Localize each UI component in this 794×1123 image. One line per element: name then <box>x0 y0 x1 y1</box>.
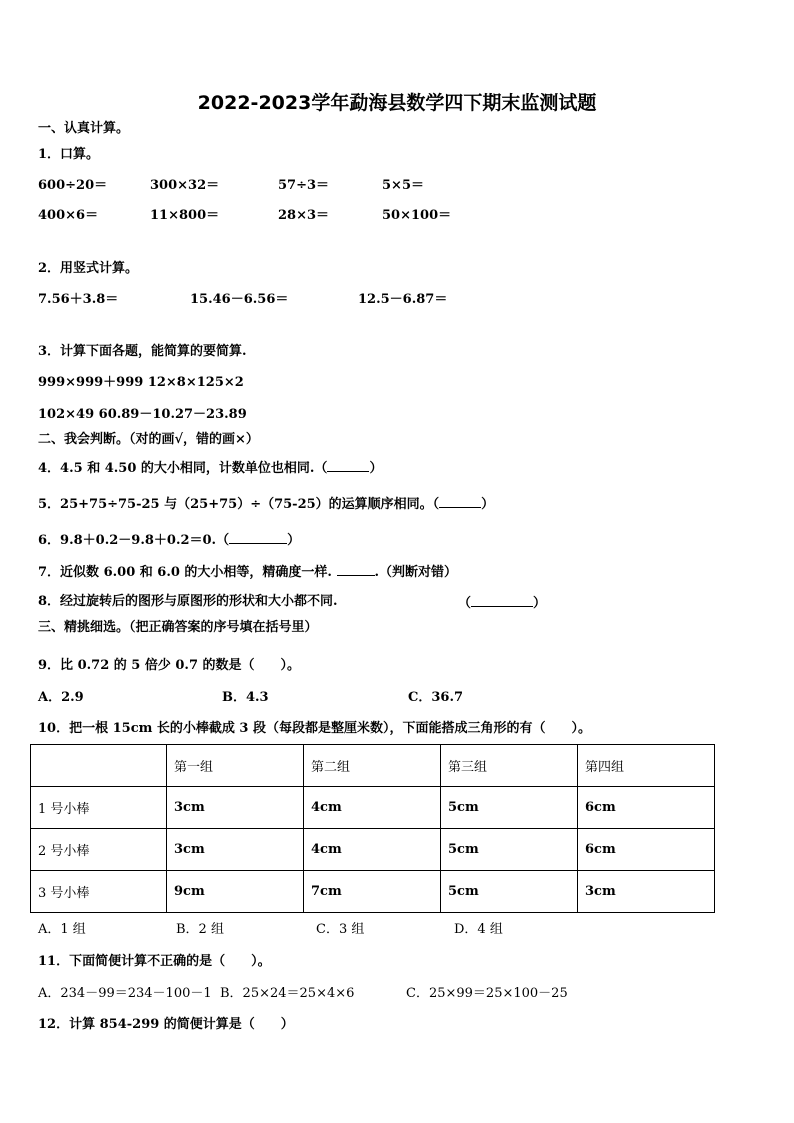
question-7-close: .（判断对错） <box>374 565 458 580</box>
row-label-cell: 1 号小棒 <box>31 787 167 829</box>
question-11-text: 11．下面简便计算不正确的是（ ）。 <box>38 954 271 969</box>
table-row <box>31 787 715 829</box>
question-6-close: ） <box>287 533 301 548</box>
table-header-cell: 第二组 <box>304 745 441 787</box>
question-1-label: 1．口算。 <box>38 147 100 162</box>
question-8-close: ） <box>533 596 547 611</box>
table-row <box>31 871 715 913</box>
oral-calc-item: 28×3＝ <box>278 208 330 223</box>
table-header-cell: 第三组 <box>441 745 578 787</box>
table-cell: 5cm <box>441 829 578 871</box>
option-a[interactable]: A．234－99＝234－100－1 <box>38 986 212 1001</box>
table-cell: 4cm <box>304 829 441 871</box>
stick-groups-table <box>30 744 715 913</box>
question-7-text: 7．近似数 6.00 和 6.0 的大小相等，精确度一样. <box>38 565 332 580</box>
table-header-row <box>31 745 715 787</box>
oral-calc-item: 600÷20＝ <box>38 178 108 193</box>
table-cell: 5cm <box>441 787 578 829</box>
table-cell: 6cm <box>578 787 715 829</box>
section-3-heading: 三、精挑细选。（把正确答案的序号填在括号里） <box>38 620 318 635</box>
section-1-heading: 一、认真计算。 <box>38 121 130 136</box>
oral-calc-item: 300×32＝ <box>150 178 220 193</box>
question-8-open: （ <box>458 596 472 611</box>
vertical-calc-item: 7.56＋3.8＝ <box>38 292 119 307</box>
table-cell: 3cm <box>578 871 715 913</box>
option-b[interactable]: B．2 组 <box>176 922 224 937</box>
option-a[interactable]: A．1 组 <box>38 922 86 937</box>
table-header-cell <box>31 745 167 787</box>
vertical-calc-item: 15.46－6.56＝ <box>190 292 289 307</box>
question-10-text: 10．把一根 15cm 长的小棒截成 3 段（每段都是整厘米数），下面能搭成三角形的有（ ）。 <box>38 721 592 736</box>
table-row <box>31 829 715 871</box>
answer-blank[interactable] <box>337 562 375 576</box>
option-a[interactable]: A．2.9 <box>38 690 84 705</box>
answer-blank[interactable] <box>229 530 287 544</box>
question-7 <box>38 562 457 582</box>
question-3-line-1: 999×999＋999 12×8×125×2 <box>38 375 244 390</box>
table-header-cell: 第四组 <box>578 745 715 787</box>
question-5-text: 5．25+75÷75-25 与（25+75）÷（75-25）的运算顺序相同。（ <box>38 497 440 512</box>
answer-blank[interactable] <box>327 458 369 472</box>
question-9-text: 9．比 0.72 的 5 倍少 0.7 的数是（ ）。 <box>38 658 301 673</box>
oral-calc-item: 11×800＝ <box>150 208 220 223</box>
table-cell: 3cm <box>167 787 304 829</box>
table-header-cell: 第一组 <box>167 745 304 787</box>
question-3-label: 3．计算下面各题，能简算的要简算. <box>38 344 247 359</box>
question-4-text: 4．4.5 和 4.50 的大小相同，计数单位也相同.（ <box>38 461 328 476</box>
option-d[interactable]: D．4 组 <box>454 922 503 937</box>
answer-blank[interactable] <box>471 593 533 607</box>
oral-calc-item: 5×5＝ <box>382 178 424 193</box>
table-cell: 6cm <box>578 829 715 871</box>
question-8-text: 8．经过旋转后的图形与原图形的形状和大小都不同. <box>38 594 338 609</box>
question-3-line-2: 102×49 60.89－10.27－23.89 <box>38 407 247 422</box>
row-label-cell: 3 号小棒 <box>31 871 167 913</box>
table-cell: 9cm <box>167 871 304 913</box>
question-6 <box>38 530 300 550</box>
question-12-text: 12．计算 854-299 的简便计算是（ ） <box>38 1017 294 1032</box>
question-5-close: ） <box>481 497 495 512</box>
page-title: 2022-2023学年勐海县数学四下期末监测试题 <box>197 92 597 114</box>
question-2-label: 2．用竖式计算。 <box>38 261 139 276</box>
row-label-cell: 2 号小棒 <box>31 829 167 871</box>
question-5 <box>38 494 494 514</box>
option-c[interactable]: C．36.7 <box>408 690 464 705</box>
table-cell: 3cm <box>167 829 304 871</box>
option-b[interactable]: B．25×24＝25×4×6 <box>220 986 355 1001</box>
oral-calc-item: 57÷3＝ <box>278 178 330 193</box>
oral-calc-item: 50×100＝ <box>382 208 452 223</box>
question-8-answer <box>458 593 546 613</box>
option-b[interactable]: B．4.3 <box>222 690 269 705</box>
section-2-heading: 二、我会判断。（对的画√，错的画×） <box>38 432 259 447</box>
option-c[interactable]: C．3 组 <box>316 922 365 937</box>
question-4-close: ） <box>369 461 383 476</box>
vertical-calc-item: 12.5－6.87＝ <box>358 292 448 307</box>
question-6-text: 6．9.8＋0.2－9.8＋0.2＝0.（ <box>38 533 230 548</box>
question-4 <box>38 458 382 478</box>
oral-calc-item: 400×6＝ <box>38 208 99 223</box>
option-c[interactable]: C．25×99＝25×100－25 <box>406 986 568 1001</box>
answer-blank[interactable] <box>439 494 481 508</box>
table-cell: 4cm <box>304 787 441 829</box>
table-cell: 5cm <box>441 871 578 913</box>
table-cell: 7cm <box>304 871 441 913</box>
